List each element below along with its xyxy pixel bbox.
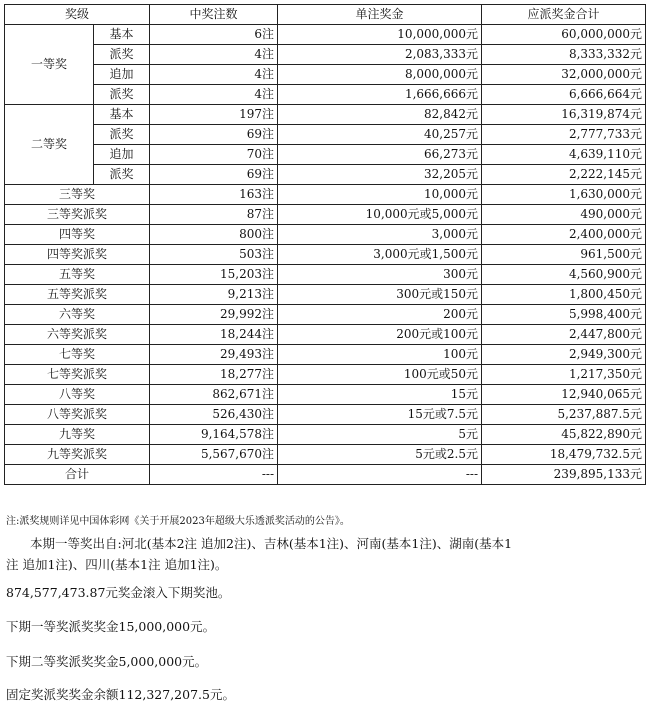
table-header-row	[5, 5, 646, 25]
header-winners: 中奖注数	[150, 5, 278, 25]
table-row	[5, 285, 646, 305]
single-cell: 5元或2.5元	[278, 445, 482, 465]
level-cell: 六等奖	[5, 305, 150, 325]
sub-level: 追加	[94, 65, 150, 85]
sub-level: 派奖	[94, 85, 150, 105]
next-second-prize-bonus: 下期二等奖派奖奖金5,000,000元。	[6, 654, 208, 669]
level-cell: 九等奖	[5, 425, 150, 445]
table-row	[5, 345, 646, 365]
winners-cell: 4注	[150, 45, 278, 65]
table-row	[5, 445, 646, 465]
total-cell: 60,000,000元	[482, 25, 646, 45]
winners-cell: 5,567,670注	[150, 445, 278, 465]
winners-cell: 69注	[150, 125, 278, 145]
level-cell: 九等奖派奖	[5, 445, 150, 465]
winners-cell: 6注	[150, 25, 278, 45]
total-cell: 2,400,000元	[482, 225, 646, 245]
table-row	[5, 105, 646, 125]
prize-table	[4, 4, 646, 485]
winners-cell: 800注	[150, 225, 278, 245]
header-single: 单注奖金	[278, 5, 482, 25]
total-cell: 6,666,664元	[482, 85, 646, 105]
table-row	[5, 225, 646, 245]
rollover-text: 874,577,473.87元奖金滚入下期奖池。	[6, 585, 231, 600]
single-cell: 5元	[278, 425, 482, 445]
total-cell: 4,639,110元	[482, 145, 646, 165]
first-prize-origin-line1: 本期一等奖出自:河北(基本2注 追加2注)、吉林(基本1注)、河南(基本1注)、湖南(基本1	[30, 536, 513, 551]
single-cell: 15元	[278, 385, 482, 405]
single-cell: 8,000,000元	[278, 65, 482, 85]
total-cell: 12,940,065元	[482, 385, 646, 405]
winners-cell: 29,493注	[150, 345, 278, 365]
table-row	[5, 405, 646, 425]
table-row	[5, 265, 646, 285]
single-cell: 2,083,333元	[278, 45, 482, 65]
single-cell: 100元或50元	[278, 365, 482, 385]
total-cell: 2,777,733元	[482, 125, 646, 145]
sub-level: 派奖	[94, 45, 150, 65]
single-cell: 15元或7.5元	[278, 405, 482, 425]
winners-cell: 4注	[150, 85, 278, 105]
single-cell: 40,257元	[278, 125, 482, 145]
total-cell: 1,800,450元	[482, 285, 646, 305]
table-row	[5, 125, 646, 145]
level-cell: 五等奖	[5, 265, 150, 285]
winners-cell: 15,203注	[150, 265, 278, 285]
sum-label: 合计	[5, 465, 150, 485]
single-cell: 10,000元或5,000元	[278, 205, 482, 225]
total-cell: 16,319,874元	[482, 105, 646, 125]
winners-cell: 9,164,578注	[150, 425, 278, 445]
total-cell: 2,949,300元	[482, 345, 646, 365]
single-cell: 100元	[278, 345, 482, 365]
single-cell: 10,000元	[278, 185, 482, 205]
next-first-prize-bonus: 下期一等奖派奖奖金15,000,000元。	[6, 619, 216, 634]
sub-level: 基本	[94, 105, 150, 125]
second-prize-label: 二等奖	[5, 105, 94, 185]
winners-cell: 18,277注	[150, 365, 278, 385]
winners-cell: 197注	[150, 105, 278, 125]
table-row	[5, 65, 646, 85]
single-cell: 300元或150元	[278, 285, 482, 305]
total-cell: 1,630,000元	[482, 185, 646, 205]
total-cell: 8,333,332元	[482, 45, 646, 65]
table-row	[5, 185, 646, 205]
header-total: 应派奖金合计	[482, 5, 646, 25]
winners-cell: 87注	[150, 205, 278, 225]
level-cell: 八等奖	[5, 385, 150, 405]
sub-level: 基本	[94, 25, 150, 45]
single-cell: 200元	[278, 305, 482, 325]
winners-cell: 503注	[150, 245, 278, 265]
level-cell: 三等奖	[5, 185, 150, 205]
first-prize-label: 一等奖	[5, 25, 94, 105]
fixed-prize-balance: 固定奖派奖奖金余额112,327,207.5元。	[6, 687, 235, 702]
table-row	[5, 165, 646, 185]
table-row	[5, 305, 646, 325]
table-row	[5, 245, 646, 265]
total-cell: 45,822,890元	[482, 425, 646, 445]
total-cell: 18,479,732.5元	[482, 445, 646, 465]
table-row	[5, 145, 646, 165]
total-cell: 2,447,800元	[482, 325, 646, 345]
total-cell: 2,222,145元	[482, 165, 646, 185]
winners-cell: 18,244注	[150, 325, 278, 345]
winners-cell: 69注	[150, 165, 278, 185]
level-cell: 四等奖	[5, 225, 150, 245]
table-sum-row	[5, 465, 646, 485]
level-cell: 八等奖派奖	[5, 405, 150, 425]
single-cell: 82,842元	[278, 105, 482, 125]
level-cell: 七等奖派奖	[5, 365, 150, 385]
total-cell: 5,237,887.5元	[482, 405, 646, 425]
table-row	[5, 325, 646, 345]
single-cell: 3,000元	[278, 225, 482, 245]
total-cell: 1,217,350元	[482, 365, 646, 385]
sub-level: 派奖	[94, 165, 150, 185]
table-row	[5, 425, 646, 445]
single-cell: 1,666,666元	[278, 85, 482, 105]
total-cell: 32,000,000元	[482, 65, 646, 85]
level-cell: 七等奖	[5, 345, 150, 365]
single-cell: 10,000,000元	[278, 25, 482, 45]
single-cell: 300元	[278, 265, 482, 285]
level-cell: 四等奖派奖	[5, 245, 150, 265]
table-row	[5, 45, 646, 65]
sum-single: ---	[278, 465, 482, 485]
footnote: 注:派奖规则详见中国体彩网《关于开展2023年超级大乐透派奖活动的公告》。	[6, 516, 350, 527]
winners-cell: 163注	[150, 185, 278, 205]
level-cell: 五等奖派奖	[5, 285, 150, 305]
single-cell: 32,205元	[278, 165, 482, 185]
winners-cell: 862,671注	[150, 385, 278, 405]
table-row	[5, 85, 646, 105]
sum-total: 239,895,133元	[482, 465, 646, 485]
winners-cell: 9,213注	[150, 285, 278, 305]
winners-cell: 29,992注	[150, 305, 278, 325]
winners-cell: 4注	[150, 65, 278, 85]
sub-level: 追加	[94, 145, 150, 165]
table-row	[5, 365, 646, 385]
level-cell: 三等奖派奖	[5, 205, 150, 225]
sum-winners: ---	[150, 465, 278, 485]
single-cell: 3,000元或1,500元	[278, 245, 482, 265]
table-row	[5, 205, 646, 225]
total-cell: 490,000元	[482, 205, 646, 225]
winners-cell: 70注	[150, 145, 278, 165]
table-row	[5, 385, 646, 405]
header-level: 奖级	[5, 5, 150, 25]
total-cell: 5,998,400元	[482, 305, 646, 325]
table-row	[5, 25, 646, 45]
sub-level: 派奖	[94, 125, 150, 145]
level-cell: 六等奖派奖	[5, 325, 150, 345]
total-cell: 961,500元	[482, 245, 646, 265]
single-cell: 66,273元	[278, 145, 482, 165]
first-prize-origin-line2: 注 追加1注)、四川(基本1注 追加1注)。	[6, 557, 228, 572]
total-cell: 4,560,900元	[482, 265, 646, 285]
single-cell: 200元或100元	[278, 325, 482, 345]
winners-cell: 526,430注	[150, 405, 278, 425]
